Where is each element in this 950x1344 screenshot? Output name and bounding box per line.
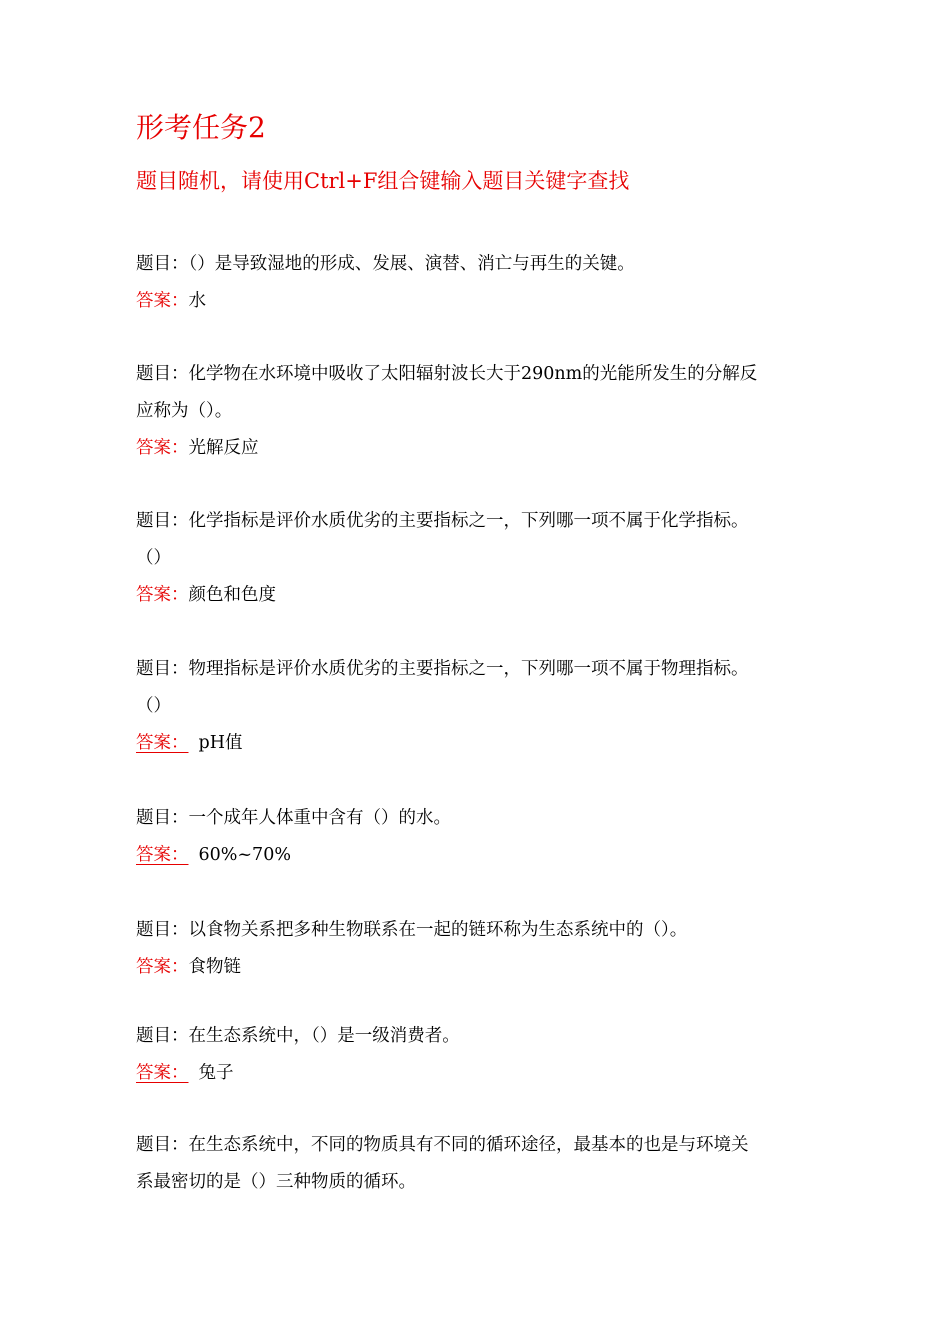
qa-item <box>136 246 816 320</box>
question-label: 题目： <box>136 920 189 940</box>
question-label: 题目： <box>136 254 189 274</box>
question-line <box>136 651 816 688</box>
question-line <box>136 540 816 577</box>
question-label: 题目： <box>136 511 189 531</box>
question-text: 物理指标是评价水质优劣的主要指标之一，下列哪一项不属于物理指标。 <box>188 659 749 679</box>
question-label: 题目： <box>136 808 189 828</box>
answer-line <box>136 430 816 467</box>
document-title: 形考任务2 <box>136 111 266 144</box>
answer-label: 答案： <box>136 733 189 753</box>
question-text: 系最密切的是（）三种物质的循环。 <box>136 1172 416 1192</box>
answer-label: 答案： <box>136 438 189 458</box>
answer-text: 兔子 <box>198 1063 234 1083</box>
qa-item <box>136 651 816 762</box>
question-text: （） <box>136 696 171 716</box>
answer-line <box>136 725 816 762</box>
answer-line <box>136 837 816 874</box>
qa-item <box>136 356 816 467</box>
question-text: （） <box>136 548 171 568</box>
question-label: 题目： <box>136 364 189 384</box>
question-line <box>136 246 816 283</box>
answer-label: 答案： <box>136 291 189 311</box>
question-line <box>136 1018 816 1055</box>
qa-item <box>136 912 816 986</box>
answer-text: pH值 <box>198 733 243 753</box>
question-line <box>136 503 816 540</box>
question-line <box>136 393 816 430</box>
question-text: 化学物在水环境中吸收了太阳辐射波长大于290nm的光能所发生的分解反 <box>188 364 758 384</box>
question-text: 以食物关系把多种生物联系在一起的链环称为生态系统中的（）。 <box>188 920 688 940</box>
question-line <box>136 1127 816 1164</box>
answer-text: 水 <box>188 291 206 311</box>
answer-label: 答案： <box>136 845 189 865</box>
question-text: 应称为（）。 <box>136 401 233 421</box>
question-text: 化学指标是评价水质优劣的主要指标之一，下列哪一项不属于化学指标。 <box>188 511 749 531</box>
answer-text: 食物链 <box>188 957 241 977</box>
qa-item <box>136 800 816 874</box>
answer-text: 60%~70% <box>198 845 291 865</box>
question-line <box>136 800 816 837</box>
question-text: （）是导致湿地的形成、发展、演替、消亡与再生的关键。 <box>188 254 635 274</box>
question-label: 题目： <box>136 659 189 679</box>
answer-label: 答案： <box>136 1063 189 1083</box>
question-text: 一个成年人体重中含有（）的水。 <box>188 808 451 828</box>
answer-text: 颜色和色度 <box>188 585 276 605</box>
question-text: 在生态系统中，不同的物质具有不同的循环途径，最基本的也是与环境关 <box>188 1135 749 1155</box>
answer-line <box>136 1055 816 1092</box>
answer-text: 光解反应 <box>188 438 259 458</box>
qa-item <box>136 1018 816 1092</box>
answer-line <box>136 283 816 320</box>
question-line <box>136 356 816 393</box>
question-label: 题目： <box>136 1026 189 1046</box>
question-line <box>136 912 816 949</box>
qa-item <box>136 503 816 614</box>
answer-line <box>136 577 816 614</box>
document-subtitle: 题目随机，请使用Ctrl+F组合键输入题目关键字查找 <box>136 169 630 193</box>
answer-label: 答案： <box>136 957 189 977</box>
question-label: 题目： <box>136 1135 189 1155</box>
qa-item <box>136 1127 816 1201</box>
answer-line <box>136 949 816 986</box>
answer-label: 答案： <box>136 585 189 605</box>
question-text: 在生态系统中，（）是一级消费者。 <box>188 1026 460 1046</box>
question-line <box>136 1164 816 1201</box>
question-line <box>136 688 816 725</box>
